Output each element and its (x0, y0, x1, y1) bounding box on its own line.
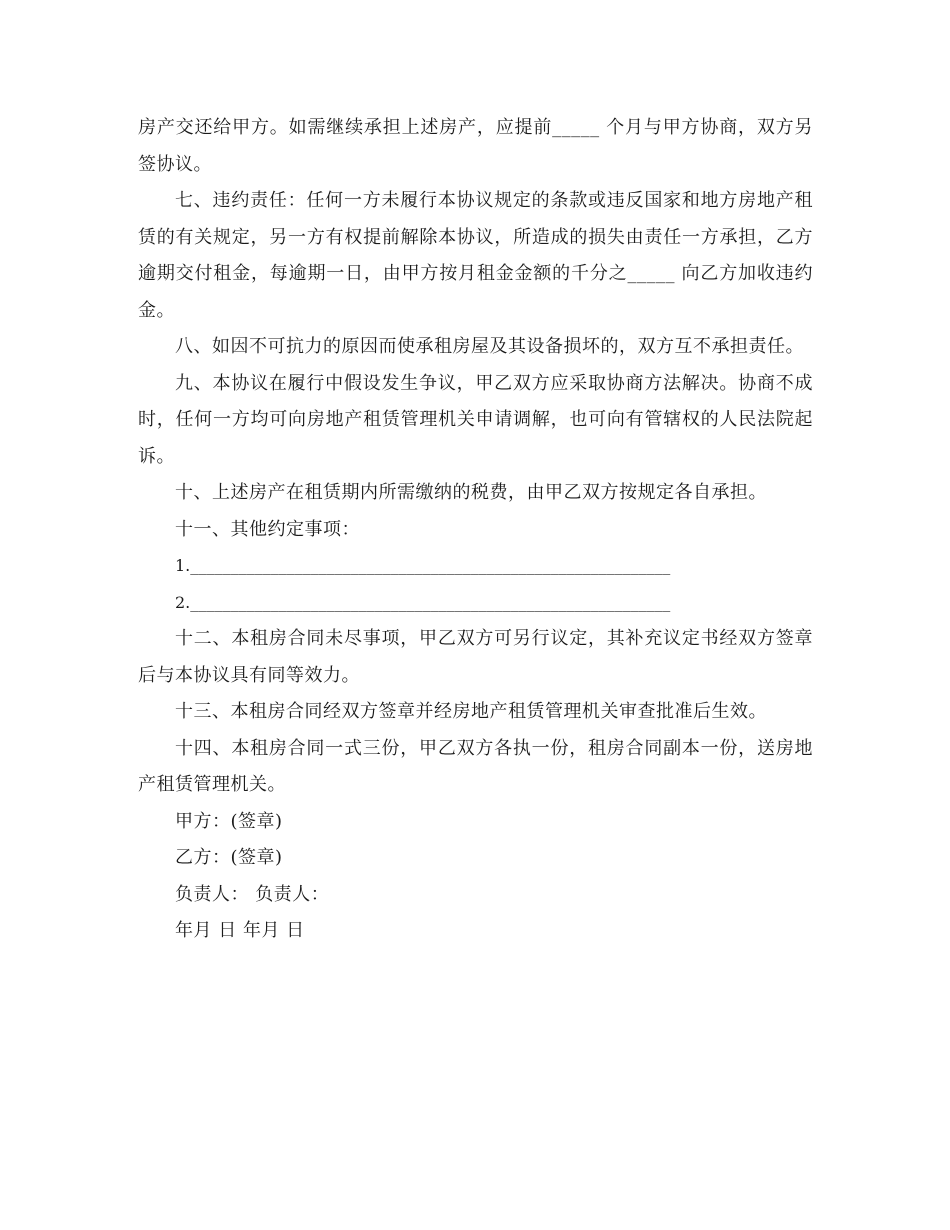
contract-page (138, 110, 813, 950)
clause-13-effective: 十三、本租房合同经双方签章并经房地产租赁管理机关审查批准后生效。 (175, 701, 767, 722)
clause-12-supplement: 十二、本租房合同未尽事项，甲乙双方可另行议定，其补充议定书经双方签章后与本协议具有同等效力。 (138, 628, 813, 686)
clause-7-breach: 七、违约责任：任何一方未履行本协议规定的条款或违反国家和地方房地产租赁的有关规定，另一方有权提前解除本协议，所造成的损失由责任一方承担，乙方逾期交付租金，每逾期一日，由甲方按月租金金额的千分之_____ 向乙方加收违约金。 (138, 190, 813, 321)
clause-10-taxes: 十、上述房产在租赁期内所需缴纳的税费，由甲乙双方按规定各自承担。 (175, 482, 767, 503)
signature-dates: 年月 日 年月 日 (175, 920, 305, 941)
signature-responsible: 负责人： 负责人： (175, 883, 330, 905)
blank-item-1: 1.____________________________________________________________ (175, 556, 671, 575)
clause-9-disputes: 九、本协议在履行中假设发生争议，甲乙双方应采取协商方法解决。协商不成时，任何一方均可向房地产租赁管理机关申请调解，也可向有管辖权的人民法院起诉。 (138, 372, 813, 467)
blank-item-2: 2.____________________________________________________________ (175, 592, 671, 612)
signature-party-a: 甲方：(签章) (175, 810, 283, 832)
paragraph-continuation: 房产交还给甲方。如需继续承担上述房产，应提前_____ 个月与甲方协商，双方另签协议。 (138, 117, 813, 175)
clause-11-other-matters: 十一、其他约定事项： (175, 518, 360, 540)
signature-party-b: 乙方：(签章) (175, 847, 283, 868)
clause-14-copies: 十四、本租房合同一式三份，甲乙双方各执一份，租房合同副本一份，送房地产租赁管理机关。 (138, 737, 813, 795)
clause-8-force-majeure: 八、如因不可抗力的原因而使承租房屋及其设备损坏的，双方互不承担责任。 (175, 336, 804, 357)
